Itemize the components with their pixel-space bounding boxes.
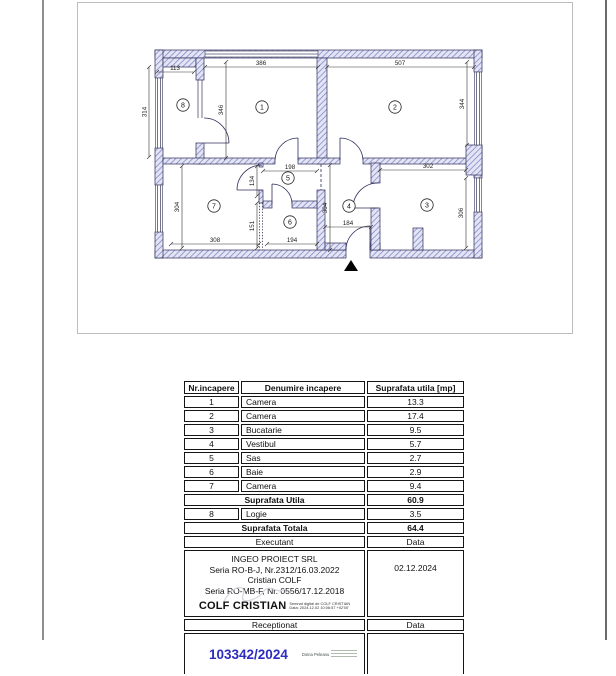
digital-stamp [331, 650, 357, 659]
room-number: 8 [181, 102, 185, 110]
column-header: Suprafata utila [mp] [367, 381, 464, 394]
dim-label: 134 [249, 175, 256, 187]
doors [204, 118, 378, 250]
areas-table [182, 379, 466, 676]
dim-label: 151 [249, 220, 256, 232]
table-row: 7 Camera 9.4 [184, 480, 464, 492]
dim-label: 194 [286, 237, 298, 244]
receptionat-content-row [184, 633, 464, 674]
table-row: 2 Camera 17.4 [184, 410, 464, 422]
subtotal-row: Suprafata Utila 60.9 [184, 494, 464, 506]
dim-label: 184 [342, 220, 354, 227]
receptionat-header-row: Receptionat Data [184, 619, 464, 631]
receptionat-signature [302, 650, 357, 659]
dim-label: 304 [322, 202, 329, 214]
table-row: 3 Bucatarie 9.5 [184, 424, 464, 436]
dim-label: 308 [209, 237, 221, 244]
room-number: 2 [393, 104, 397, 112]
digital-signature-block [187, 601, 362, 612]
table-header-row [184, 381, 464, 394]
column-header: Denumire incapere [241, 381, 365, 394]
dim-label: 314 [141, 106, 149, 118]
table-row: 6 Baie 2.9 [184, 466, 464, 478]
door-arc [272, 184, 292, 204]
receptionat-date-empty [367, 633, 464, 674]
areas-table-wrap [182, 379, 466, 676]
executant-line: INGEO PROIECT SRL [231, 554, 318, 564]
table-row: 8 Logie 3.5 [184, 508, 464, 520]
room-number: 6 [288, 219, 292, 227]
column-header: Nr.incapere [184, 381, 239, 394]
room-number: 4 [347, 203, 351, 211]
executant-line: Seria RO-MB-F, Nr. 0556/17.12.2018 [204, 585, 345, 596]
door-arc [353, 183, 378, 208]
total-row: Suprafata Totala 64.4 [184, 522, 464, 534]
door-arc [340, 138, 363, 160]
dim-label: 344 [459, 98, 466, 110]
dim-label: 302 [422, 163, 434, 170]
walls [155, 50, 482, 258]
executant-date: 02.12.2024 [367, 550, 464, 617]
executant-header-row: Executant Data [184, 536, 464, 548]
dim-label: 113 [170, 65, 180, 72]
executant-details [184, 550, 365, 617]
signature-name: COLF CRISTIAN [198, 600, 287, 612]
signature-note: Semnat digital de COLF CRISTIAN Data: 2024.12.02 10:06:57 +02'00' [289, 600, 351, 611]
dim-label: 507 [394, 60, 406, 67]
room-number: 3 [425, 202, 429, 210]
dim-label: 346 [218, 104, 225, 116]
dim-label: 306 [458, 207, 465, 219]
dim-label: 304 [174, 201, 181, 213]
executant-line: Seria RO-B-J, Nr.2312/16.03.2022 [209, 564, 340, 575]
dim-label: 386 [255, 60, 267, 67]
room-number: 7 [212, 203, 216, 211]
dim-label: 198 [284, 164, 296, 171]
table-row: 5 Sas 2.7 [184, 452, 464, 464]
executant-content-row [184, 550, 464, 617]
registration-number: 103342/2024 [209, 646, 288, 662]
door-arc [204, 118, 229, 143]
executant-line: Cristian COLF [247, 575, 302, 585]
dimensions [142, 60, 477, 252]
door-arc [346, 226, 370, 250]
room-number: 1 [260, 104, 264, 112]
table-row: 4 Vestibul 5.7 [184, 438, 464, 450]
table-row: 1 Camera 13.3 [184, 396, 464, 408]
entrance-marker-icon [344, 260, 358, 271]
signer-name: Doina Peleanu [301, 651, 330, 657]
room-number: 5 [286, 175, 290, 183]
door-arc [275, 138, 298, 160]
